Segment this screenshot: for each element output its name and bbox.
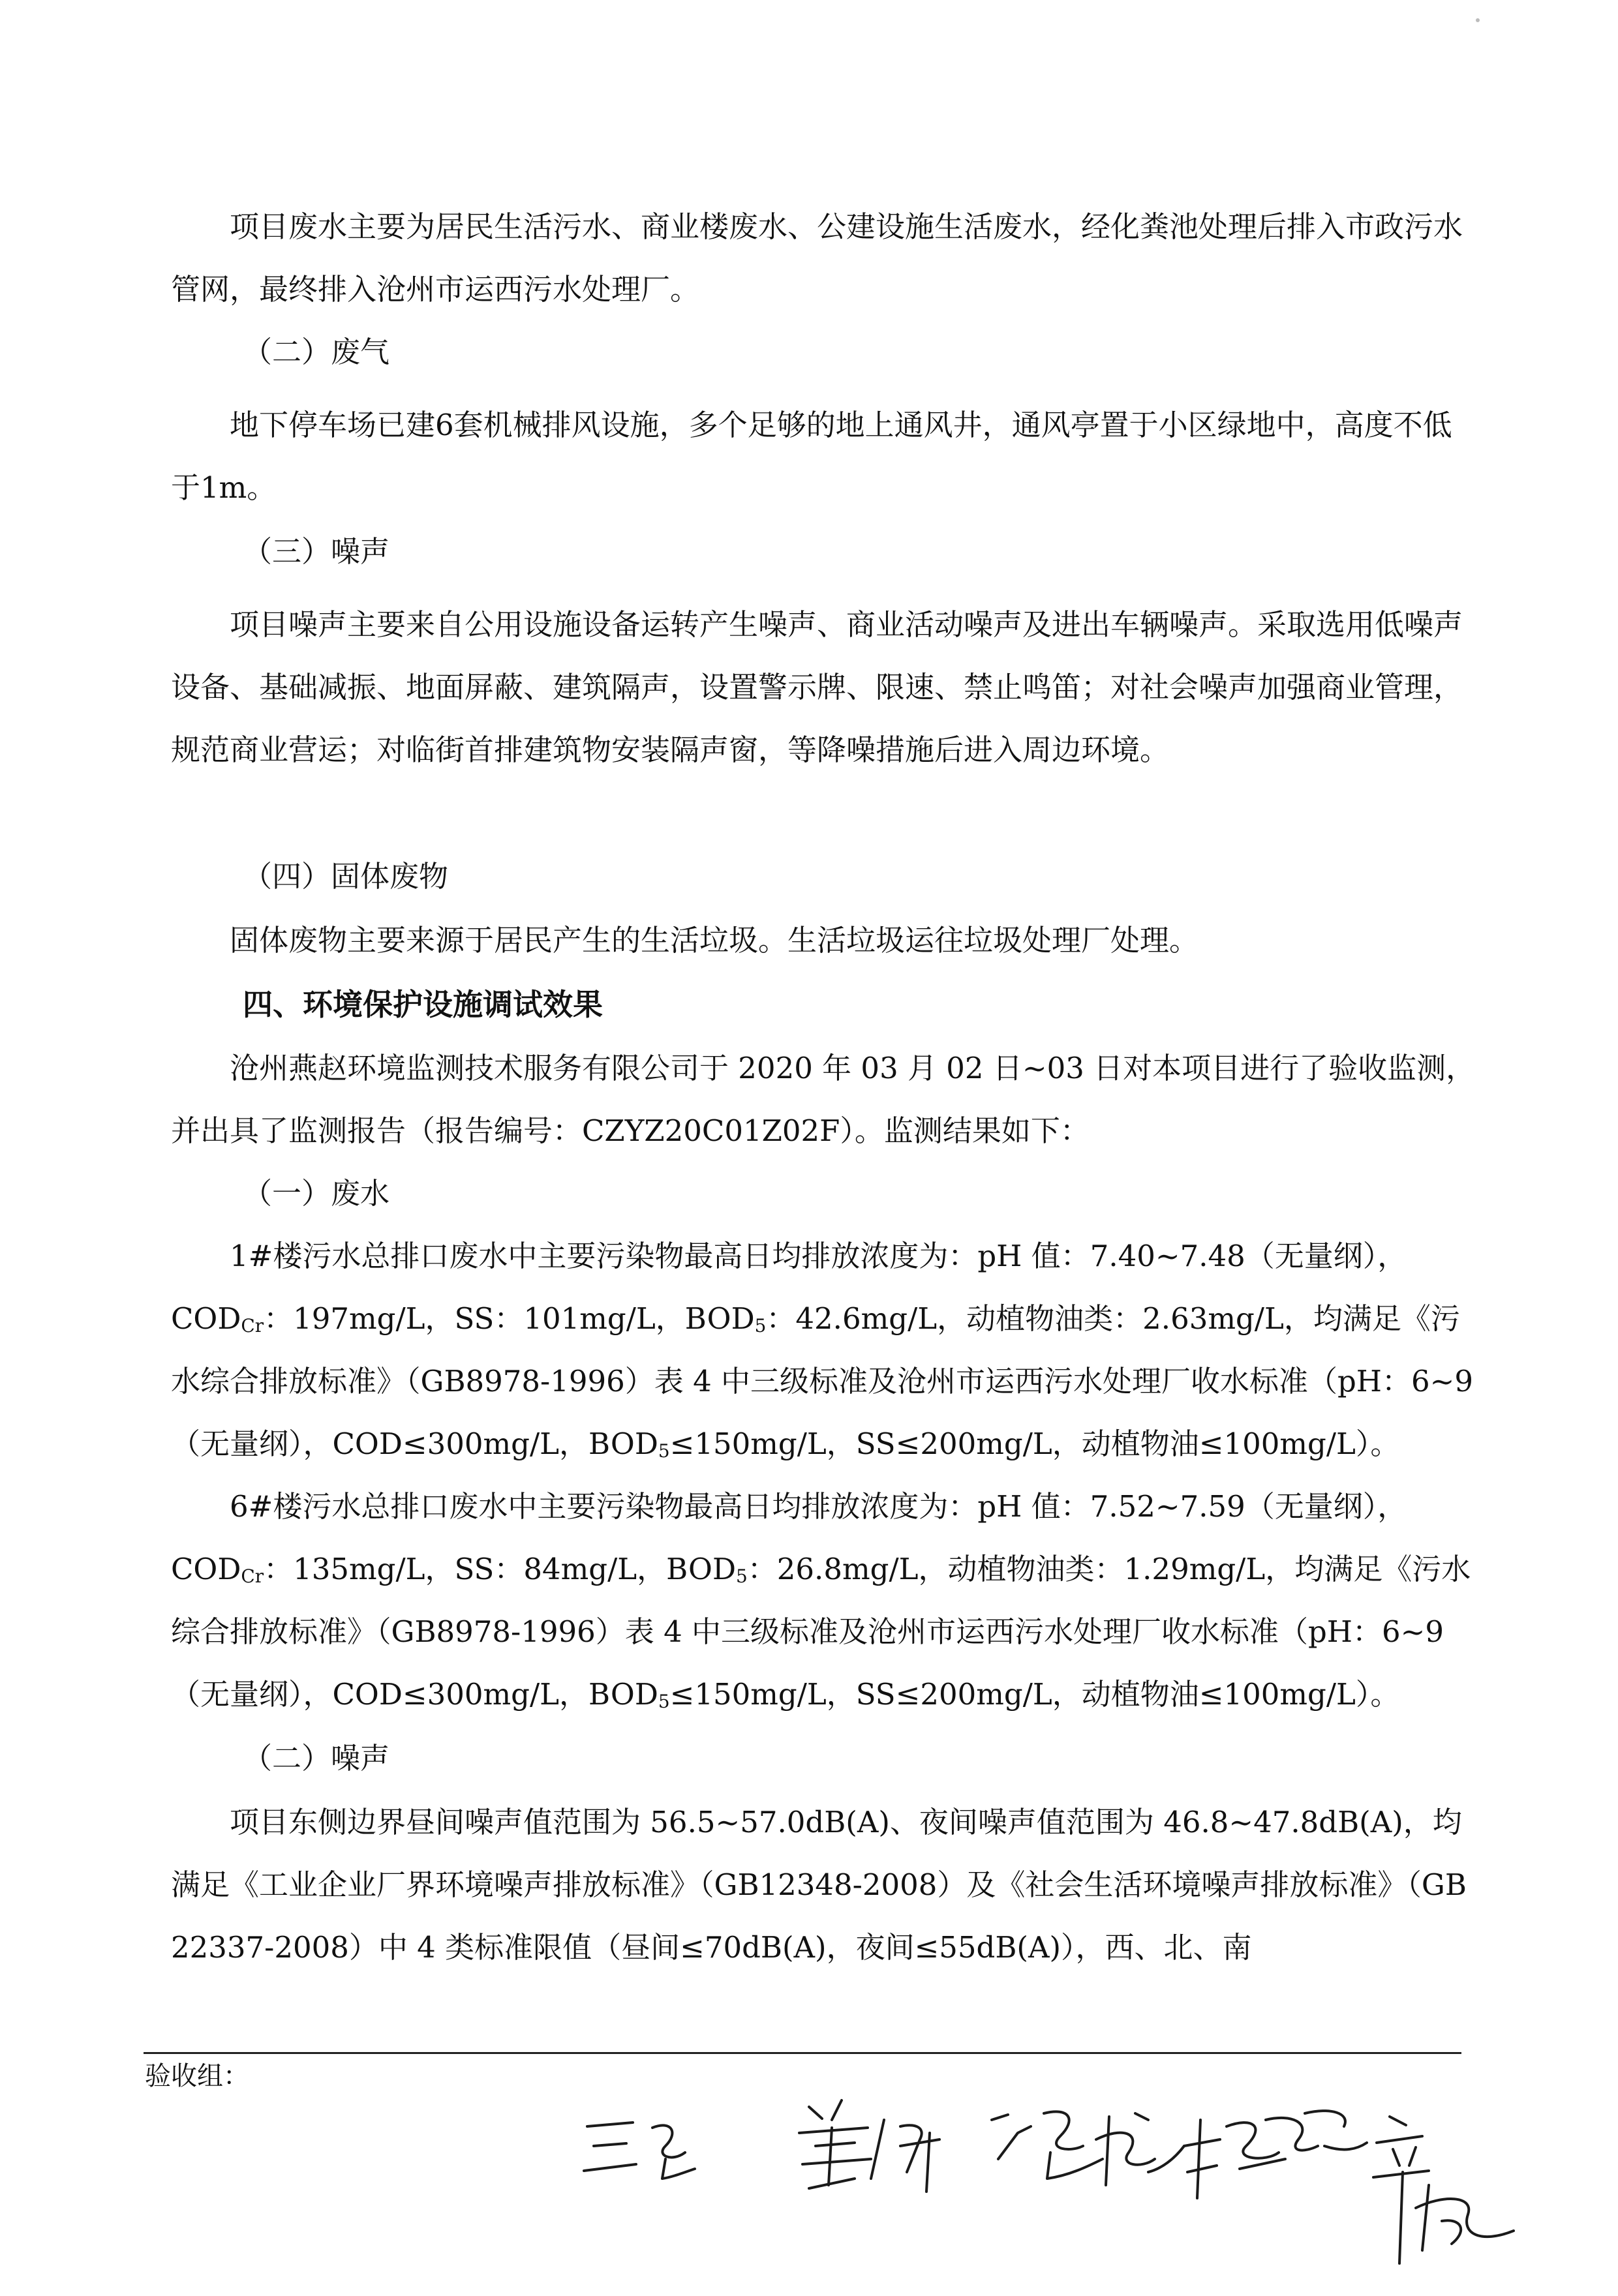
- signature-3: [992, 2111, 1184, 2185]
- paragraph-building6-wastewater: 6#楼污水总排口废水中主要污染物最高日均排放浓度为：pH 值：7.52~7.59（无量纲），$COD_{Cr}$：135mg/L，SS：84mg/L，$BOD_5$：26.8mg/L，动植物油类：1.29mg/L，均满足《污水综合排放标准》（GB8978-1996）表 4 中三级标准及沧州市运西污水处理厂收水标准（pH：6~9（无量纲），COD≤300mg/L，$BOD_5\le 150mg/L$，SS≤200mg/L，动植物油≤100mg/L）。: [171, 1489, 1471, 1713]
- heading-noise: （三）噪声: [243, 534, 390, 569]
- signature-block: [574, 2055, 1553, 2270]
- heading-solid-waste: （四）固体废物: [243, 859, 449, 894]
- heading-waste-gas: （二）废气: [243, 335, 390, 369]
- paragraph-noise-measures: 项目噪声主要来自公用设施设备运转产生噪声、商业活动噪声及进出车辆噪声。采取选用低噪声设备、基础减振、地面屏蔽、建筑隔声，设置警示牌、限速、禁止鸣笛；对社会噪声加强商业管理，规范商业营运；对临街首排建筑物安装隔声窗，等降噪措施后进入周边环境。: [171, 607, 1463, 767]
- paragraph-noise-results: 项目东侧边界昼间噪声值范围为 56.5~57.0dB(A)、夜间噪声值范围为 46.8~47.8dB(A)，均满足《工业企业厂界环境噪声排放标准》（GB12348-2008）及《社会生活环境噪声排放标准》（GB 22337-2008）中 4 类标准限值（昼间≤70dB(A)，夜间≤55dB(A)），西、北、南: [171, 1805, 1467, 1965]
- scan-speck: [1476, 18, 1480, 22]
- section-heading-facility-results: 四、环境保护设施调试效果: [243, 987, 603, 1022]
- paragraph-wastewater-source: 项目废水主要为居民生活污水、商业楼废水、公建设施生活废水，经化粪池处理后排入市政污水管网，最终排入沧州市运西污水处理厂。: [171, 209, 1463, 307]
- signature-1: [584, 2122, 695, 2179]
- footer-divider: [144, 2052, 1461, 2054]
- paragraph-building1-wastewater: 1#楼污水总排口废水中主要污染物最高日均排放浓度为：pH 值：7.40~7.48（无量纲），$COD_{Cr}$：197mg/L，SS：101mg/L，$BOD_5$：42.6mg/L，动植物油类：2.63mg/L，均满足《污水综合排放标准》（GB8978-1996）表 4 中三级标准及沧州市运西污水处理厂收水标准（pH：6~9（无量纲），COD≤300mg/L，$BOD_5\le 150mg/L$，SS≤200mg/L，动植物油≤100mg/L）。: [171, 1239, 1474, 1462]
- signature-2: [799, 2100, 939, 2192]
- paragraph-waste-gas: 地下停车场已建6套机械排风设施，多个足够的地上通风井，通风亭置于小区绿地中，高度不低于1m。: [171, 408, 1452, 505]
- signature-4: [1184, 2111, 1367, 2198]
- heading-noise-results: （二）噪声: [243, 1741, 390, 1775]
- signature-5: [1373, 2117, 1514, 2263]
- paragraph-monitoring-intro: 沧州燕赵环境监测技术服务有限公司于 2020 年 03 月 02 日~03 日对本项目进行了验收监测，并出具了监测报告（报告编号：CZYZ20C01Z02F）。监测结果如下：: [171, 1051, 1476, 1148]
- acceptance-group-label: 验收组：: [145, 2061, 249, 2091]
- paragraph-solid-waste: 固体废物主要来源于居民产生的生活垃圾。生活垃圾运往垃圾处理厂处理。: [230, 923, 1199, 958]
- heading-wastewater-results: （一）废水: [243, 1176, 390, 1211]
